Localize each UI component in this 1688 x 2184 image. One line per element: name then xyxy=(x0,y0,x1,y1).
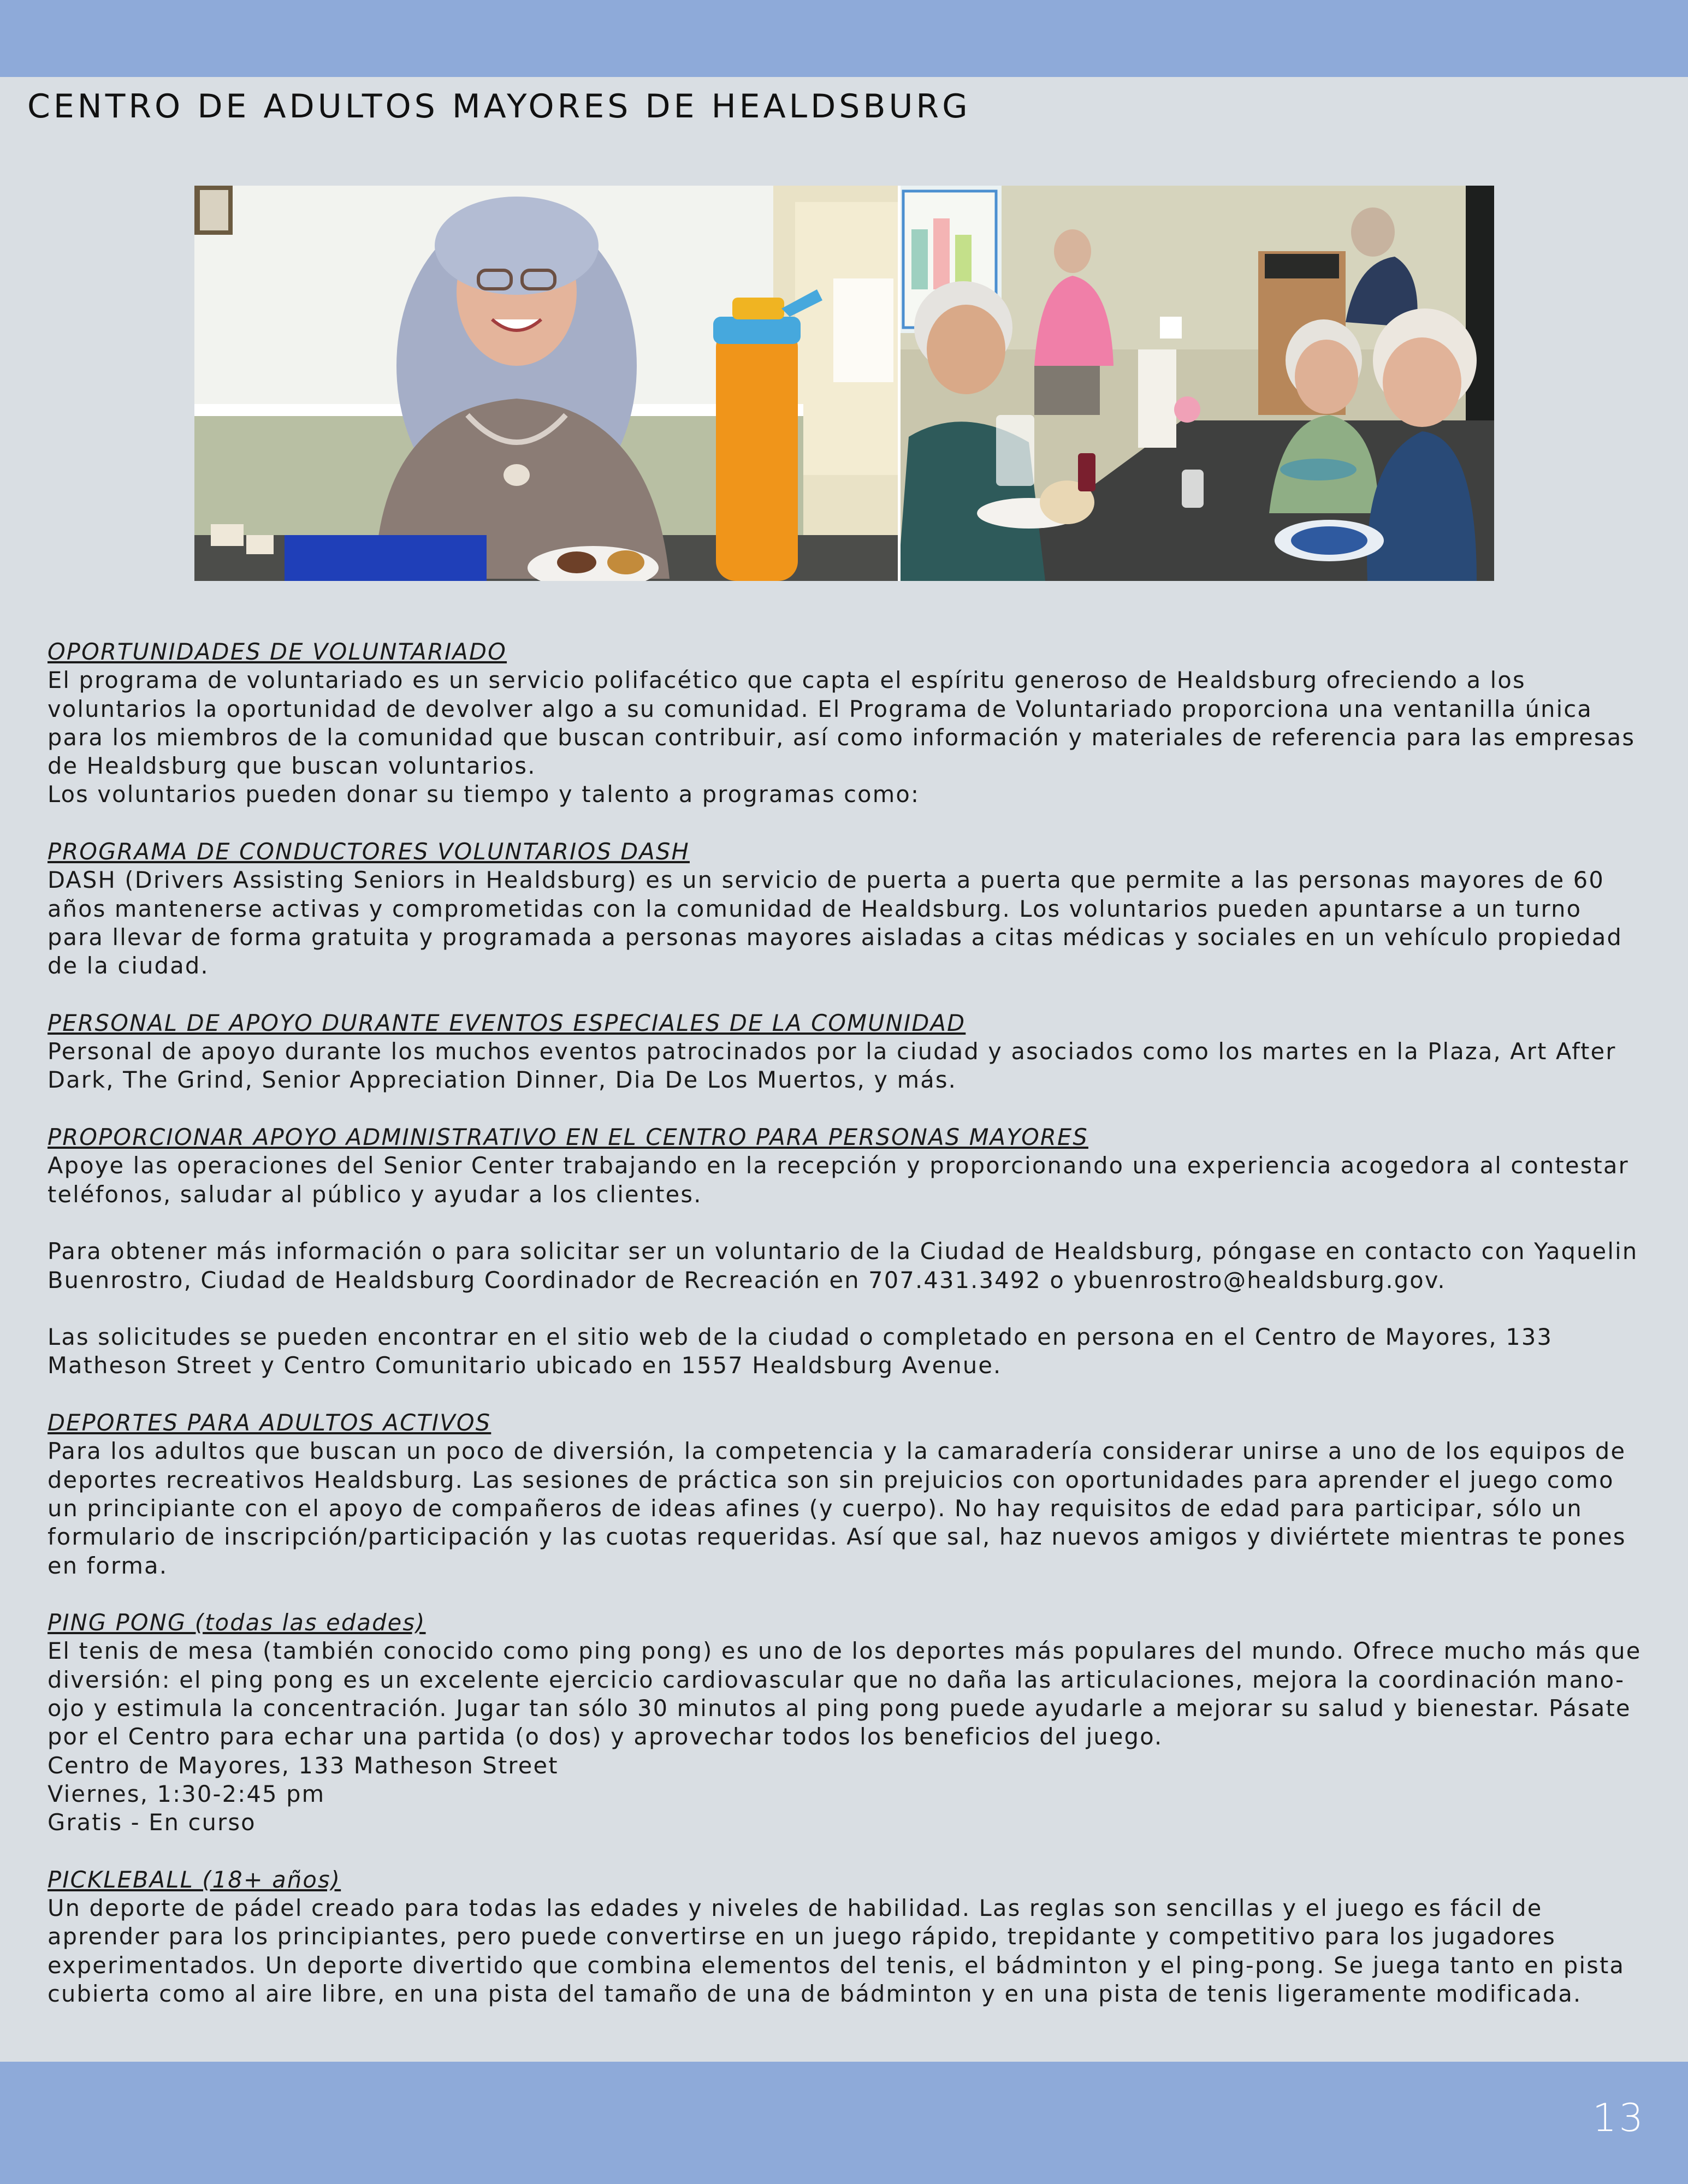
pingpong-schedule: Viernes, 1:30-2:45 pm xyxy=(48,1780,325,1807)
pickleball-section xyxy=(48,1866,1642,2008)
dash-section xyxy=(48,838,1642,980)
sports-paragraph: Para los adultos que buscan un poco de diversión, la competencia y la camaradería considerar unirse a uno de los equipos de deportes recreativos Healdsburg. Las sesiones de práctica son sin prejuicios con oportunidades para aprender el juego como un principiante con el apoyo de compañeros de ideas afines (y cuerpo). No hay requisitos de edad para participar, sólo un formulario de inscripción/participación y las cuotas requeridas. Así que sal, haz nuevos amigos y diviértete mientras te pones en forma. xyxy=(48,1438,1626,1579)
photo-strip xyxy=(194,186,1494,581)
volunteer-heading: OPORTUNIDADES DE VOLUNTARIADO xyxy=(48,638,507,665)
events-section xyxy=(48,1009,1642,1095)
admin-paragraph: Apoye las operaciones del Senior Center trabajando en la recepción y proporcionando una experiencia acogedora al contestar teléfonos, saludar al público y ayudar a los clientes. xyxy=(48,1152,1629,1208)
events-heading: PERSONAL DE APOYO DURANTE EVENTOS ESPECIALES DE LA COMUNIDAD xyxy=(48,1009,966,1036)
page-header-title: CENTRO DE ADULTOS MAYORES DE HEALDSBURG xyxy=(27,87,971,126)
pickleball-paragraph: Un deporte de pádel creado para todas las edades y niveles de habilidad. Las reglas son sencillas y el juego es fácil de aprender para los principiantes, pero puede convertirse en un juego rápido, trepidante y competitivo para los jugadores experimentados. Un deporte divertido que combina elementos del tenis, el bádminton y el ping-pong. Se juega tanto en pista cubierta como al aire libre, en una pista del tamaño de una de bádminton y en una pista de tenis ligeramente modificada. xyxy=(48,1895,1625,2007)
seniors-dining-table-illustration xyxy=(898,186,1494,581)
pingpong-heading: PING PONG (todas las edades) xyxy=(48,1609,426,1636)
woman-with-water-bottle-illustration xyxy=(194,186,898,581)
woman-with-water-bottle-photo xyxy=(194,186,898,581)
pingpong-section xyxy=(48,1609,1642,1837)
applications-paragraph: Las solicitudes se pueden encontrar en el sitio web de la ciudad o completado en persona en el Centro de Mayores, 133 Matheson Street y Centro Comunitario ubicado en 1557 Healdsburg Avenue. xyxy=(48,1324,1553,1379)
pickleball-heading: PICKLEBALL (18+ años) xyxy=(48,1866,341,1893)
sports-section xyxy=(48,1409,1642,1580)
contact-paragraph: Para obtener más información o para solicitar ser un voluntario de la Ciudad de Healdsburg, póngase en contacto con Yaquelin Buenrostro, Ciudad de Healdsburg Coordinador de Recreación en 707.431.3492 o ybuenrostro@healdsburg.gov. xyxy=(48,1238,1638,1293)
admin-section xyxy=(48,1123,1642,1209)
volunteer-programs-lead: Los voluntarios pueden donar su tiempo y talento a programas como: xyxy=(48,781,920,808)
applications-section xyxy=(48,1323,1642,1380)
main-content xyxy=(48,638,1642,2037)
sports-heading: DEPORTES PARA ADULTOS ACTIVOS xyxy=(48,1409,491,1437)
bottom-color-band xyxy=(0,2062,1688,2184)
page-number: 13 xyxy=(1592,2096,1645,2140)
contact-section xyxy=(48,1237,1642,1295)
pingpong-location: Centro de Mayores, 133 Matheson Street xyxy=(48,1752,559,1779)
seniors-dining-table-photo xyxy=(898,186,1494,581)
dash-heading: PROGRAMA DE CONDUCTORES VOLUNTARIOS DASH xyxy=(48,838,690,865)
volunteer-section xyxy=(48,638,1642,809)
pingpong-fee: Gratis - En curso xyxy=(48,1809,256,1836)
events-paragraph: Personal de apoyo durante los muchos eventos patrocinados por la ciudad y asociados como los martes en la Plaza, Art After Dark, The Grind, Senior Appreciation Dinner, Dia De Los Muertos, y más. xyxy=(48,1038,1616,1094)
top-color-band xyxy=(0,0,1688,77)
admin-heading: PROPORCIONAR APOYO ADMINISTRATIVO EN EL CENTRO PARA PERSONAS MAYORES xyxy=(48,1124,1088,1151)
volunteer-intro-paragraph: El programa de voluntariado es un servicio polifacético que capta el espíritu generoso de Healdsburg ofreciendo a los voluntarios la oportunidad de devolver algo a su comunidad. El Programa de Voluntariado proporciona una ventanilla única para los miembros de la comunidad que buscan contribuir, así como información y materiales de referencia para las empresas de Healdsburg que buscan voluntarios. xyxy=(48,667,1636,780)
dash-paragraph: DASH (Drivers Assisting Seniors in Healdsburg) es un servicio de puerta a puerta que permite a las personas mayores de 60 años mantenerse activas y comprometidas con la comunidad de Healdsburg. Los voluntarios pueden apuntarse a un turno para llevar de forma gratuita y programada a personas mayores aisladas a citas médicas y sociales en un vehículo propiedad de la ciudad. xyxy=(48,867,1622,980)
pingpong-paragraph: El tenis de mesa (también conocido como ping pong) es uno de los deportes más populares del mundo. Ofrece mucho más que diversión: el ping pong es un excelente ejercicio cardiovascular que no daña las articulaciones, mejora la coordinación mano-ojo y estimula la concentración. Jugar tan sólo 30 minutos al ping pong puede ayudarle a mejorar su salud y bienestar. Pásate por el Centro para echar una partida (o dos) y aprovechar todos los beneficios del juego. xyxy=(48,1637,1642,1750)
